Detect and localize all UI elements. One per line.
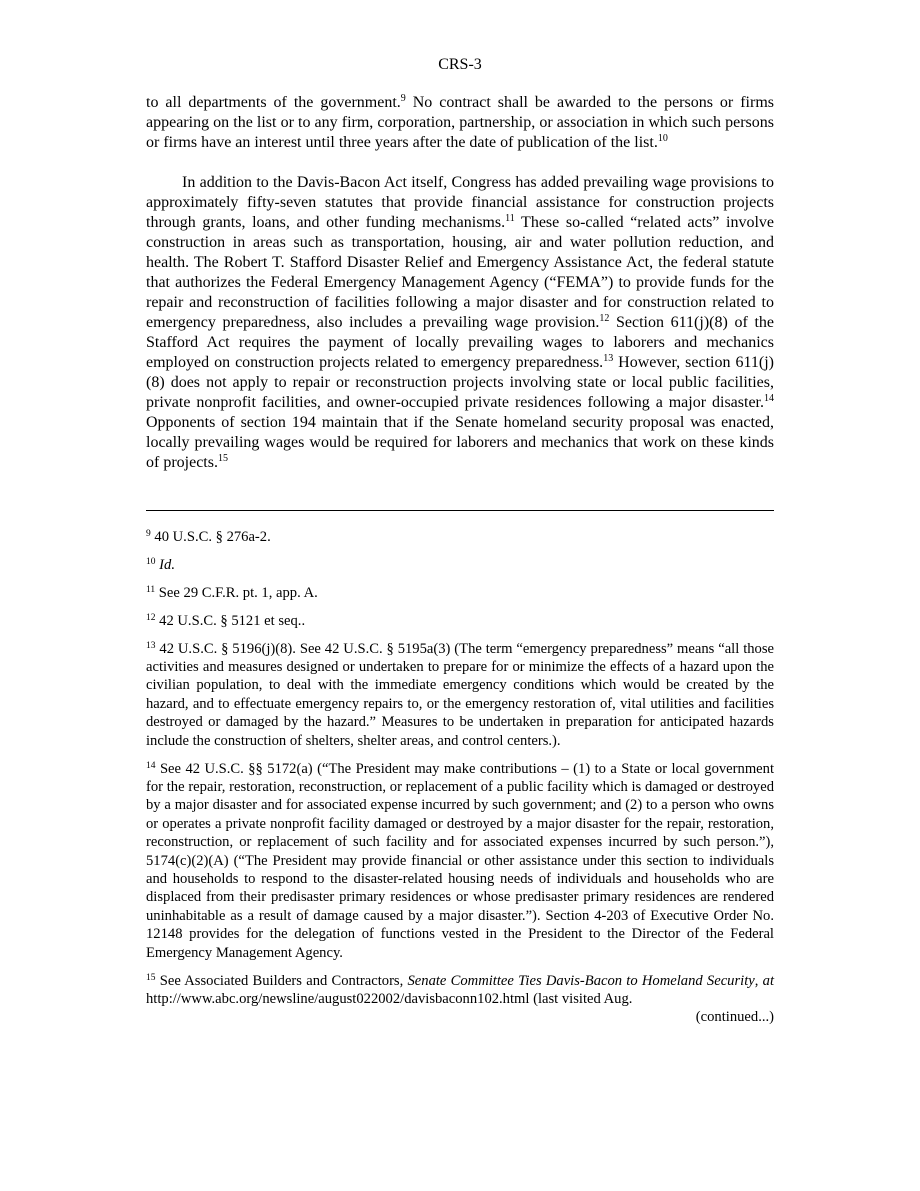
footnote-number: 10 [146,556,156,567]
continued-label: (continued...) [695,1009,774,1026]
footnote-number: 9 [146,529,151,539]
body-text [146,93,774,473]
footnote-ref-9[interactable]: 9 [400,93,406,104]
footnote-text: 42 U.S.C. § 5121 et seq.. [155,612,306,629]
document-page [146,0,774,1027]
footnote-number: 14 [146,760,156,771]
text-run: Section 611(j)(8) of the Stafford Act requires the payment of locally prevailing wages to laborers and mechanics employed on construction projects related to emergency preparedness. [146,314,775,371]
article-title: Senate Committee Ties Davis-Bacon to Homeland Security [407,972,755,989]
footnote-15 [146,972,774,1009]
footnote-number: 12 [146,612,156,623]
footnote-text: at [762,972,774,989]
footnote-number: 13 [146,640,156,651]
text-run: These so-called “related acts” involve construction in areas such as transportation, housing, air and water pollution reduction, and health. The Robert T. Stafford Disaster Relief and Emergency Assistance Act, the federal statute that authorizes the Federal Emergency Management Agency (“FEMA”) to provide funds for the repair and reconstruction of facilities following a major disaster and for construction related to emergency preparedness, also includes a prevailing wage provision. [146,214,774,331]
text-run: However, section 611(j)(8) does not apply to repair or reconstruction projects involving state or local public facilities, private nonprofit facilities, and owner-occupied private residences following a major disaster. [146,354,775,411]
footnote-text: See Associated Builders and Contractors, [155,972,408,989]
text-run: No contract shall be awarded to the persons or firms appearing on the list or to any firm, corporation, partnership, or association in which such persons or firms have an interest until three years after the date of publication of the list. [146,94,774,151]
paragraph-2 [146,173,774,473]
text-run: Opponents of section 194 maintain that if the Senate homeland security proposal was enacted, locally prevailing wages would be required for laborers and mechanics that work on these kinds of projects. [146,414,774,471]
footnote-9 [146,528,774,546]
footnote-ref-12[interactable]: 12 [599,313,610,324]
footnote-13 [146,640,774,750]
footnote-text: 42 U.S.C. § 5196(j)(8). See 42 U.S.C. § 5195a(3) (The term “emergency preparedness” means “all those activities and measures designed or undertaken to prepare for or minimize the effects of a hazard upon the civilian population, to deal with the immediate emergency conditions which would be created by the hazard, and to effectuate emergency repairs to, or the emergency restoration of, vital utilities and facilities destroyed or damaged by the hazard.” Measures to be undertaken in preparation for anticipated hazards include the construction of shelters, shelter areas, and control centers.). [146,640,774,749]
paragraph-1 [146,93,774,153]
footnote-text: , [754,972,763,989]
footnote-10 [146,556,774,574]
page-header: CRS-3 [438,56,482,73]
footnote-11 [146,584,774,602]
footnote-text: Id. [159,556,175,573]
footnote-ref-13[interactable]: 13 [603,353,614,364]
footnote-url-text[interactable]: http://www.abc.org/newsline/august022002/davisbaconn102.html (last visited Aug. [146,990,633,1007]
footnote-text: See 29 C.F.R. pt. 1, app. A. [155,584,318,601]
footnote-ref-11[interactable]: 11 [505,213,515,224]
footnote-text: See 42 U.S.C. §§ 5172(a) (“The President may make contributions – (1) to a State or local government for the repair, restoration, reconstruction, or replacement of a public facility which is damaged or destroyed by a major disaster and for associated expense incurred by such government; and (2) to a person who owns or operates a private nonprofit facility damaged or destroyed by a major disaster for the repair, restoration, reconstruction, or replacement of such facility and for associated expenses incurred by such person.”), 5174(c)(2)(A) (“The President may provide financial or other assistance under this section to individuals and households to respond to the disaster-related housing needs of individuals and households who are displaced from their predisaster primary residences or whose predisaster primary residences are rendered uninhabitable as a result of damage caused by a major disaster.”). Section 4-203 of Executive Order No. 12148 provides for the delegation of functions vested in the President to the Director of the Federal Emergency Management Agency. [146,760,774,961]
footnote-12 [146,612,774,630]
text-run: In addition to the Davis-Bacon Act itself, Congress has added prevailing wage provisions to approximately fifty-seven statutes that provide financial assistance for construction projects through grants, loans, and other funding mechanisms. [146,174,774,231]
footnote-ref-10[interactable]: 10 [657,133,668,144]
footnote-ref-14[interactable]: 14 [764,393,774,404]
footnote-divider [146,510,774,511]
footnote-14 [146,760,774,962]
footnote-ref-15[interactable]: 15 [217,453,228,464]
footnote-number: 15 [146,972,156,983]
footnote-number: 11 [146,584,156,595]
text-run: to all departments of the government. [146,94,401,111]
footnote-text: 40 U.S.C. § 276a-2. [150,529,271,545]
footnotes [146,528,774,1027]
